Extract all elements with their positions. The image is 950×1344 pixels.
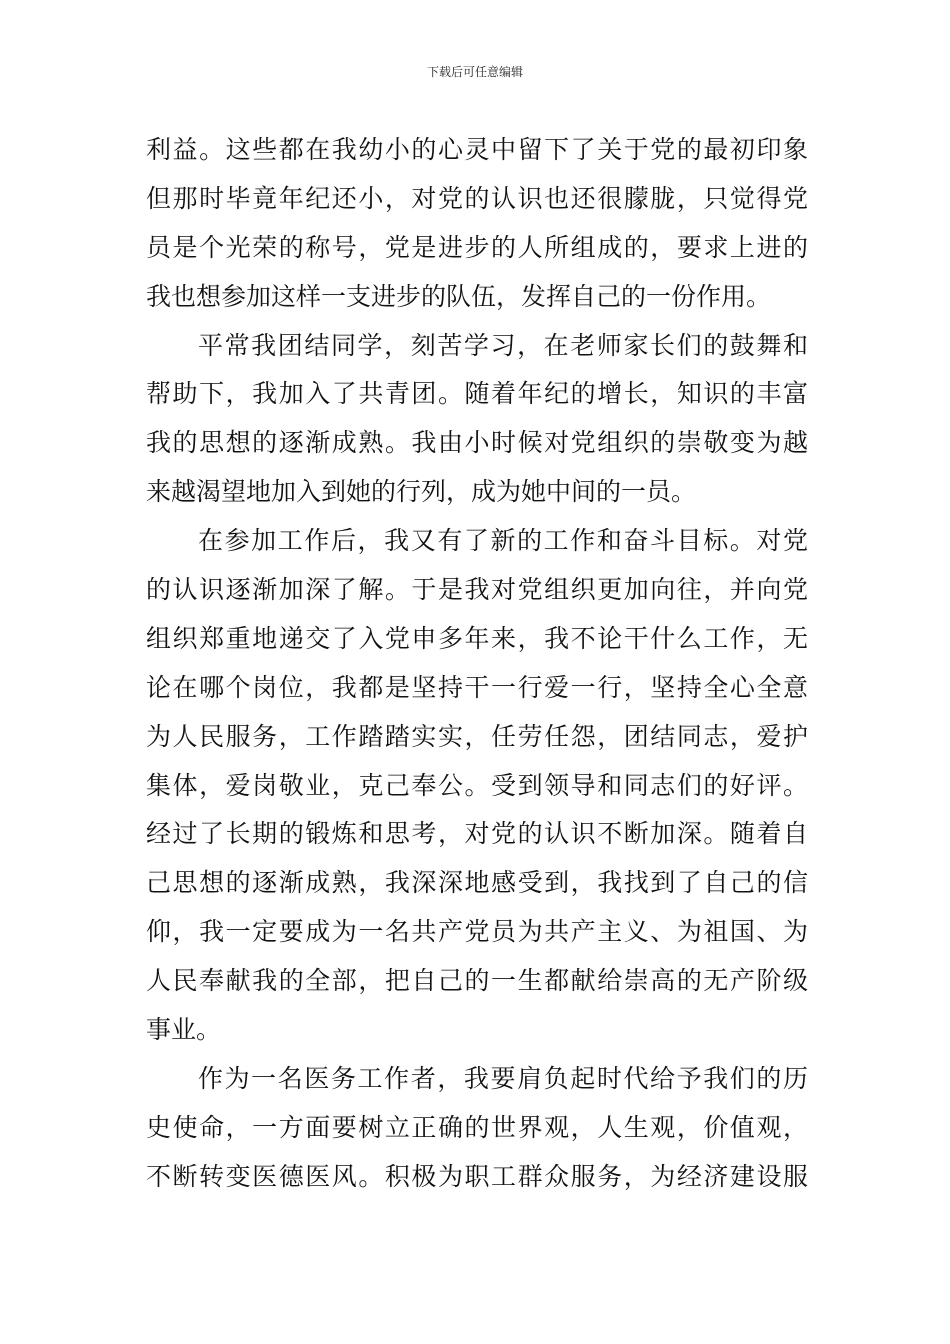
text-line: 的认识逐渐加深了解。于是我对党组织更加向往，并向党 (146, 575, 808, 605)
text-line: 作为一名医务工作者，我要肩负起时代给予我们的历 (198, 1063, 808, 1093)
text-line: 史使命，一方面要树立正确的世界观，人生观，价值观， (146, 1112, 808, 1142)
text-line: 平常我团结同学，刻苦学习，在老师家长们的鼓舞和 (198, 330, 808, 360)
text-line: 员是个光荣的称号，党是进步的人所组成的，要求上进的 (146, 232, 808, 262)
text-line: 来越渴望地加入到她的行列，成为她中间的一员。 (146, 477, 697, 507)
text-line: 仰，我一定要成为一名共产党员为共产主义、为祖国、为 (146, 917, 808, 947)
text-line: 利益。这些都在我幼小的心灵中留下了关于党的最初印象 (146, 135, 808, 164)
page-header: 下载后可任意编辑 (426, 65, 523, 79)
text-line: 人民奉献我的全部，把自己的一生都献给崇高的无产阶级 (146, 966, 808, 996)
text-line: 集体，爱岗敬业，克己奉公。受到领导和同志们的好评。 (146, 770, 808, 800)
text-line: 己思想的逐渐成熟，我深深地感受到，我找到了自己的信 (146, 868, 808, 898)
text-line: 但那时毕竟年纪还小，对党的认识也还很朦胧，只觉得党 (146, 183, 808, 213)
text-line: 我也想参加这样一支进步的队伍，发挥自己的一份作用。 (146, 281, 772, 311)
text-line: 论在哪个岗位，我都是坚持干一行爱一行，坚持全心全意 (146, 672, 808, 702)
text-line: 我的思想的逐渐成熟。我由小时候对党组织的崇敬变为越 (146, 428, 808, 458)
text-line: 组织郑重地递交了入党申多年来，我不论干什么工作，无 (146, 623, 808, 653)
text-line: 帮助下，我加入了共青团。随着年纪的增长，知识的丰富 (146, 379, 808, 409)
body-text (146, 126, 808, 1202)
text-line: 事业。 (146, 1015, 222, 1045)
text-line: 不断转变医德医风。积极为职工群众服务，为经济建设服 (146, 1161, 808, 1191)
text-line: 经过了长期的锻炼和思考，对党的认识不断加深。随着自 (146, 819, 808, 849)
text-line: 为人民服务，工作踏踏实实，任劳任怨，团结同志，爱护 (146, 721, 808, 751)
text-line: 在参加工作后，我又有了新的工作和奋斗目标。对党 (198, 526, 808, 556)
